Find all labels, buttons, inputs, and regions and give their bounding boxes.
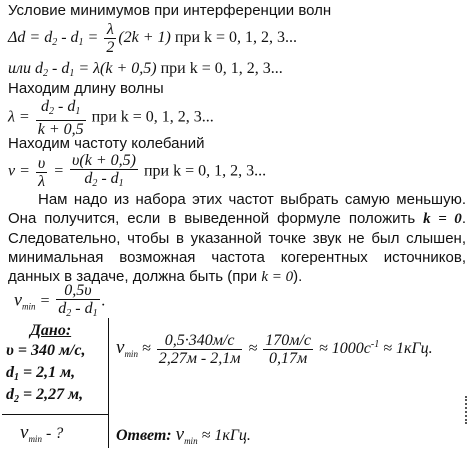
f4-eq: = bbox=[49, 162, 69, 180]
formula-solution bbox=[116, 332, 433, 367]
f1-fraction bbox=[104, 21, 116, 56]
f5-den-s1: 1 bbox=[92, 308, 98, 319]
formula-wavelength bbox=[8, 98, 214, 138]
solution-approx: ≈ bbox=[137, 340, 155, 358]
answer-label: Ответ: bbox=[116, 427, 172, 444]
f3-condition: при k = 0, 1, 2, 3... bbox=[87, 108, 214, 126]
answer-sub: min bbox=[184, 436, 198, 446]
answer-line bbox=[116, 424, 251, 446]
solution-denominator1: 2,27м - 2,1м bbox=[158, 350, 241, 367]
solution-result-a: ≈ 1000с bbox=[315, 340, 371, 358]
f5-dot: . bbox=[101, 292, 106, 310]
f5-nu: ν bbox=[14, 289, 22, 310]
f4-denominator2 bbox=[70, 170, 138, 192]
explanation-paragraph bbox=[8, 190, 466, 287]
find-sub: min bbox=[28, 434, 42, 444]
f2-minus: - d bbox=[47, 60, 70, 77]
formula-min-frequency bbox=[14, 282, 106, 322]
f5-den-a: d bbox=[58, 300, 67, 317]
f5-fraction bbox=[56, 282, 99, 322]
given-d2-b: = 2,27 м, bbox=[19, 386, 84, 403]
given-d1-a: d bbox=[6, 364, 14, 381]
solution-denominator2: 0,17м bbox=[269, 350, 308, 367]
solution-fraction1 bbox=[157, 332, 243, 367]
f3-num-a: d bbox=[41, 98, 50, 115]
f4-numerator1: υ bbox=[37, 154, 46, 172]
f4-den-s2: 2 bbox=[92, 178, 98, 189]
paragraph-k0: k = 0 bbox=[423, 211, 462, 227]
f3-denominator: k + 0,5 bbox=[37, 121, 84, 138]
find-question: - ? bbox=[41, 425, 64, 442]
f2-sub2: 2 bbox=[42, 68, 48, 79]
f3-lhs: λ = bbox=[8, 108, 34, 126]
f1-sub1: 1 bbox=[78, 37, 84, 49]
solution-result-sup: -1 bbox=[370, 339, 380, 351]
f4-den-s1: 1 bbox=[118, 178, 124, 189]
given-velocity: υ = 340 м/с, bbox=[6, 342, 86, 359]
paragraph-text1: Нам надо из набора этих частот выбрать самую меньшую. Она получится, если в выведенной формуле положить bbox=[8, 191, 466, 227]
f4-condition: при k = 0, 1, 2, 3... bbox=[139, 162, 267, 180]
given-d2-a: d bbox=[6, 386, 14, 403]
heading-wavelength: Находим длину волны bbox=[8, 80, 164, 97]
solution-numerator1: 0,5·340м/с bbox=[157, 332, 243, 350]
formula-path-difference-alt bbox=[8, 60, 283, 79]
f5-den-b: - d bbox=[71, 300, 93, 317]
paragraph-k0b: k = 0 bbox=[261, 269, 294, 285]
given-d2-sub: 2 bbox=[14, 394, 19, 405]
f1-tail: (2k + 1) bbox=[118, 29, 171, 47]
find-quantity bbox=[20, 422, 63, 444]
given-d1 bbox=[6, 364, 75, 383]
f3-fraction bbox=[36, 98, 86, 138]
solution-sub: min bbox=[124, 349, 138, 360]
f5-numerator: 0,5υ bbox=[56, 282, 99, 300]
f2-rest: = λ(k + 0,5) bbox=[74, 60, 157, 77]
solution-nu: ν bbox=[116, 337, 125, 359]
f4-denominator1: λ bbox=[38, 172, 46, 190]
formula-frequency bbox=[8, 152, 266, 192]
f1-numerator: λ bbox=[104, 21, 116, 39]
f3-numerator bbox=[36, 98, 86, 121]
paragraph-text2: . Следовательно, чтобы в указанной точке звук не был слышен, минимальная возможная частота когерентных источников, данных в задаче, должна быть (при bbox=[8, 210, 466, 285]
paragraph-text3: ). bbox=[293, 268, 303, 285]
f4-lhs: ν = bbox=[8, 162, 34, 180]
find-nu: ν bbox=[20, 422, 29, 443]
f1-sub2: 2 bbox=[52, 37, 58, 49]
f1-condition: при k = 0, 1, 2, 3... bbox=[170, 29, 298, 47]
f4-numerator2: υ(k + 0,5) bbox=[72, 152, 136, 169]
given-d2 bbox=[6, 386, 83, 405]
f1-lhs: Δd = d bbox=[8, 29, 53, 47]
solution-numerator2: 170м/с bbox=[265, 332, 312, 349]
given-d1-b: = 2,1 м, bbox=[19, 364, 76, 381]
f4-den-a: d bbox=[84, 170, 93, 187]
formula-path-difference bbox=[8, 21, 297, 56]
given-title: Дано: bbox=[30, 322, 72, 339]
f3-num-s1: 1 bbox=[75, 106, 81, 117]
f1-eq: = bbox=[83, 29, 103, 47]
solution-result-b: ≈ 1кГц. bbox=[379, 340, 433, 358]
f2-sub1: 1 bbox=[69, 68, 75, 79]
f5-eq: = bbox=[35, 292, 55, 310]
f5-den-s2: 2 bbox=[66, 308, 72, 319]
heading-minima: Условие минимумов при интерференции волн bbox=[8, 2, 332, 19]
solution-approx2: ≈ bbox=[244, 340, 262, 358]
f4-fraction1 bbox=[36, 155, 47, 190]
solution-fraction2 bbox=[263, 332, 313, 367]
f4-fraction2 bbox=[70, 152, 138, 192]
f2-condition: при k = 0, 1, 2, 3... bbox=[156, 60, 283, 77]
f3-num-b: - d bbox=[54, 98, 76, 115]
answer-nu: ν bbox=[175, 424, 185, 445]
f2-ili: или d bbox=[8, 60, 43, 77]
f1-minus: - d bbox=[57, 29, 79, 47]
heading-frequency: Находим частоту колебаний bbox=[8, 135, 205, 152]
answer-value: ≈ 1кГц. bbox=[197, 427, 251, 444]
f1-denominator: 2 bbox=[106, 39, 115, 56]
f5-sub: min bbox=[22, 301, 36, 312]
f4-den-b: - d bbox=[97, 170, 119, 187]
margin-dots bbox=[465, 396, 471, 424]
given-d1-sub: 1 bbox=[14, 372, 19, 383]
f3-num-s2: 2 bbox=[49, 106, 55, 117]
